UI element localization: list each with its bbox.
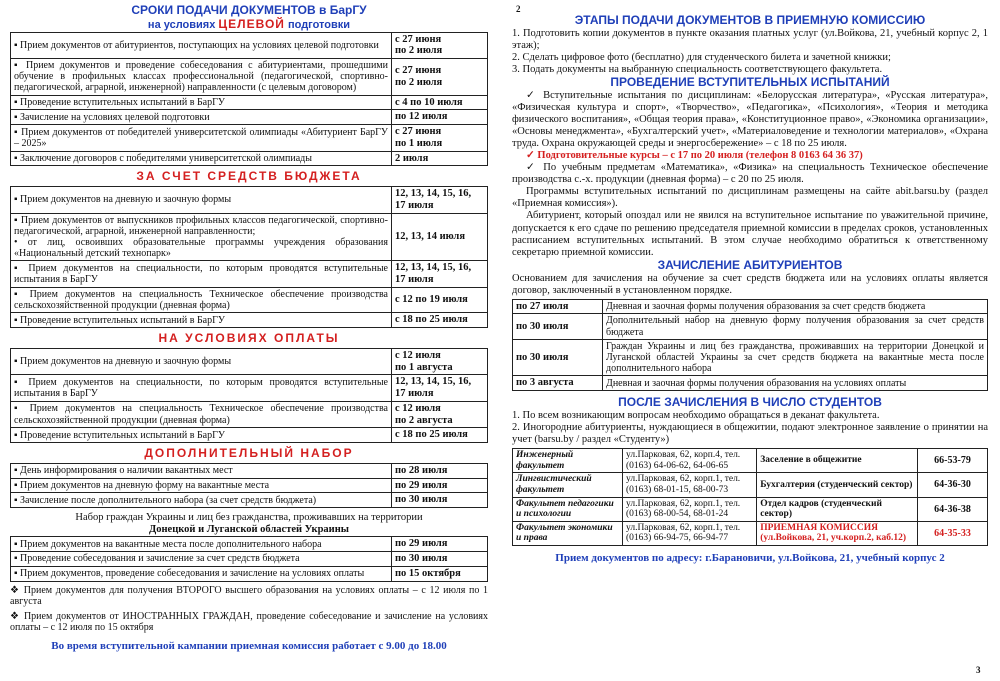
page-number-3: 3 — [976, 665, 981, 675]
table-row — [11, 59, 488, 96]
schedule-item: ▪ Заключение договоров с победителями университетской олимпиады — [11, 151, 392, 166]
schedule-item: ▪ День информирования о наличии вакантных мест — [11, 463, 392, 478]
table-row — [11, 95, 488, 110]
department-phone: 64-36-30 — [918, 473, 988, 497]
schedule-item: ▪ Прием документов на специальность Техническое обеспечение производства сельскохозяйственной продукции (дневная форма) — [11, 287, 392, 312]
enroll-text: Дневная и заочная формы получения образования на условиях оплаты — [603, 376, 988, 391]
faculty-address: ул.Парковая, 62, корп.1, тел. (0163) 68-01-15, 68-00-73 — [623, 473, 757, 497]
note-second-degree: ❖ Прием документов для получения ВТОРОГО высшего образования на условиях оплаты – с 12 июля по 1 августа — [10, 584, 488, 608]
schedule-date: 2 июля — [392, 151, 488, 166]
schedule-item: ▪ Прием документов от выпускников профильных классов педагогической, спортивно-педагогической, аграрной, инженерной направленности; • от лиц, освоивших образовательные программы учреждения образования «Национальный детский технопарк» — [11, 213, 392, 261]
table-row — [11, 537, 488, 552]
table-row — [513, 521, 988, 545]
schedule-item: ▪ Зачисление после дополнительного набора (за счет средств бюджета) — [11, 493, 392, 508]
budget-table — [10, 186, 488, 328]
schedule-item: ▪ Прием документов на специальность Техническое обеспечение производства сельскохозяйственной продукции (дневная форма) — [11, 401, 392, 428]
enroll-title: ЗАЧИСЛЕНИЕ АБИТУРИЕНТОВ — [657, 257, 843, 272]
enroll-table — [512, 299, 988, 391]
schedule-date: по 30 июля — [392, 493, 488, 508]
faculty-address: ул.Парковая, 62, корп.1, тел. (0163) 68-00-54, 68-01-24 — [623, 497, 757, 521]
programs-text: Программы вступительных испытаний по дисциплинам размещены на сайте abit.barsu.by (раздел «Приемная комиссия»). — [512, 186, 988, 210]
table-row — [11, 32, 488, 59]
department-phone: 66-53-79 — [918, 449, 988, 473]
table-row — [11, 287, 488, 312]
table-row — [513, 449, 988, 473]
address-line: Прием документов по адресу: г.Барановичи, ул.Войкова, 21, учебный корпус 2 — [555, 552, 945, 565]
faculties-table — [512, 448, 988, 546]
schedule-item: ▪ Прием документов на специальности, по которым проводятся вступительные испытания в БарГУ — [11, 261, 392, 288]
faculty-name: Инженерный факультет — [513, 449, 623, 473]
faculty-address: ул.Парковая, 62, корп.4, тел. (0163) 64-06-62, 64-06-65 — [623, 449, 757, 473]
schedule-item: ▪ Прием документов на вакантные места после дополнительного набора — [11, 537, 392, 552]
table-row — [11, 213, 488, 261]
department: Заселение в общежитие — [757, 449, 918, 473]
table-row — [513, 473, 988, 497]
faculty-name: Факультет экономики и права — [513, 521, 623, 545]
extra-table — [10, 463, 488, 508]
stage-1: 1. Подготовить копии документов в пункте оказания платных услуг (ул.Войкова, 21, учебный корпус 2, 1 этаж); — [512, 27, 988, 51]
table-row — [11, 428, 488, 443]
schedule-item: ▪ Прием документов и проведение собеседования с абитуриентами, прошедшими обучение в профильных классах профессиональной (педагогической, спортивно-педагогической, аграрной, инженерной) направленности (с целевым договором) — [11, 59, 392, 96]
schedule-item: ▪ Прием документов на дневную форму на вакантные места — [11, 478, 392, 493]
table-row — [11, 125, 488, 152]
subtitle-prefix: на условиях — [147, 18, 219, 31]
left-subtitle — [10, 18, 488, 32]
table-row — [513, 314, 988, 339]
ukraine-title-1: Набор граждан Украины и лиц без гражданства, проживавших на территории — [75, 512, 423, 524]
note-foreigners: ❖ Прием документов от ИНОСТРАННЫХ ГРАЖДАН, проведение собеседование и зачисление на условиях оплаты – с 12 июля по 15 октября — [10, 610, 488, 634]
schedule-date: с 12 по 19 июля — [392, 287, 488, 312]
stage-2: 2. Сделать цифровое фото (бесплатно) для студенческого билета и зачетной книжки; — [512, 51, 891, 63]
schedule-item: ▪ Прием документов на дневную и заочную формы — [11, 187, 392, 214]
schedule-item: ▪ Проведение вступительных испытаний в БарГУ — [11, 313, 392, 328]
extra-title: ДОПОЛНИТЕЛЬНЫЙ НАБОР — [144, 446, 354, 461]
after-title: ПОСЛЕ ЗАЧИСЛЕНИЯ В ЧИСЛО СТУДЕНТОВ — [618, 395, 882, 410]
schedule-date: с 27 июня по 1 июля — [392, 125, 488, 152]
paid-table — [10, 348, 488, 443]
schedule-item: ▪ Прием документов от победителей университетской олимпиады «Абитуриент БарГУ – 2025» — [11, 125, 392, 152]
schedule-item: ▪ Прием документов от абитуриентов, поступающих на условиях целевой подготовки — [11, 32, 392, 59]
table-row — [513, 497, 988, 521]
budget-title: ЗА СЧЕТ СРЕДСТВ БЮДЖЕТА — [136, 169, 362, 184]
schedule-item: ▪ Проведение вступительных испытаний в БарГУ — [11, 428, 392, 443]
enroll-intro: Основанием для зачисления на обучение за счет средств бюджета или на условиях оплаты является договор, заключенный в установленном порядке. — [512, 272, 988, 296]
schedule-item: ▪ Прием документов на специальности, по которым проводятся вступительные испытания в БарГУ — [11, 375, 392, 402]
table-row — [11, 261, 488, 288]
table-row — [11, 151, 488, 166]
faculty-address: ул.Парковая, 62, корп.1, тел. (0163) 66-94-75, 66-94-77 — [623, 521, 757, 545]
subtitle-suffix: подготовки — [284, 18, 351, 31]
math-physics-text: ✓ По учебным предметам «Математика», «Физика» на специальность Техническое обеспечение производства с.-х. продукции (дневная форма) – с 20 по 25 июля. — [512, 162, 988, 186]
faculty-name: Лингвистический факультет — [513, 473, 623, 497]
prep-courses: ✓ Подготовительные курсы – с 17 по 20 июля (телефон 8 0163 64 36 37) — [526, 150, 863, 162]
schedule-date: по 15 октября — [392, 566, 488, 581]
after-1: 1. По всем возникающим вопросам необходимо обращаться в деканат факультета. — [512, 409, 880, 421]
schedule-date: по 12 июля — [392, 110, 488, 125]
table-row — [513, 339, 988, 376]
table-row — [513, 376, 988, 391]
late-applicant-text: Абитуриент, который опоздал или не явился на вступительное испытание по уважительной причине, допускается к его сдаче по решению председателя приемной комиссии в пределах сроков, установленных расписанием вступительных испытаний. В этом случае необходимо обратиться к ответственному секретарю приемной комиссии. — [512, 210, 988, 258]
schedule-date: с 12 июля по 1 августа — [392, 348, 488, 375]
department: ПРИЕМНАЯ КОМИССИЯ (ул.Войкова, 21, уч.корп.2, каб.12) — [757, 521, 918, 545]
table-row — [11, 566, 488, 581]
department: Отдел кадров (студенческий сектор) — [757, 497, 918, 521]
exams-title: ПРОВЕДЕНИЕ ВСТУПИТЕЛЬНЫХ ИСПЫТАНИЙ — [610, 75, 890, 90]
table-row — [11, 110, 488, 125]
enroll-text: Дополнительный набор на дневную форму получения образования за счет средств бюджета — [603, 314, 988, 339]
schedule-item: ▪ Прием документов на дневную и заочную формы — [11, 348, 392, 375]
table-row — [11, 478, 488, 493]
department-phone: 64-35-33 — [918, 521, 988, 545]
enroll-date: по 30 июля — [513, 314, 603, 339]
schedule-date: по 29 июля — [392, 537, 488, 552]
schedule-date: с 12 июля по 2 августа — [392, 401, 488, 428]
table-row — [11, 552, 488, 567]
ukraine-title-2: Донецкой и Луганской областей Украины — [149, 524, 349, 536]
table-row — [11, 313, 488, 328]
enroll-date: по 27 июля — [513, 299, 603, 314]
subtitle-red: ЦЕЛЕВОЙ — [218, 16, 285, 31]
schedule-date: с 27 июня по 2 июля — [392, 59, 488, 96]
table-row — [11, 493, 488, 508]
schedule-date: 12, 13, 14, 15, 16, 17 июля — [392, 261, 488, 288]
enroll-date: по 3 августа — [513, 376, 603, 391]
page-number-2: 2 — [516, 4, 521, 14]
exams-text: ✓ Вступительные испытания по дисциплинам: «Белорусская литература», «Русская литература», «Физическая культура и спорт», «Творчество», «Педагогика», «Психология», «Теория и методика физического воспитания», «Общая теория права», «Конституционное право», «Экономика организации», «Основы менеджмента», «Бухгалтерский учет», «Материаловедение и технологии материалов», «Охрана труда. Охрана окружающей среды и энергосбережение» – с 18 по 25 июля. — [512, 89, 988, 150]
table-row — [11, 401, 488, 428]
working-hours: Во время вступительной кампании приемная комиссия работает с 9.00 до 18.00 — [51, 639, 447, 652]
schedule-date: с 18 по 25 июля — [392, 428, 488, 443]
schedule-date: с 18 по 25 июля — [392, 313, 488, 328]
enroll-text: Граждан Украины и лиц без гражданства, проживавших на территории Донецкой и Луганской областей Украины за счет средств бюджета на вакантные места после дополнительного набора — [603, 339, 988, 376]
table-row — [513, 299, 988, 314]
stages-title: ЭТАПЫ ПОДАЧИ ДОКУМЕНТОВ В ПРИЕМНУЮ КОМИССИЮ — [574, 13, 926, 27]
ukraine-table — [10, 536, 488, 581]
schedule-item: ▪ Прием документов, проведение собеседования и зачисление на условиях оплаты — [11, 566, 392, 581]
schedule-date: по 29 июля — [392, 478, 488, 493]
table-row — [11, 187, 488, 214]
schedule-date: 12, 13, 14, 15, 16, 17 июля — [392, 187, 488, 214]
schedule-item: ▪ Проведение собеседования и зачисление за счет средств бюджета — [11, 552, 392, 567]
schedule-item: ▪ Зачисление на условиях целевой подготовки — [11, 110, 392, 125]
schedule-date: 12, 13, 14, 15, 16, 17 июля — [392, 375, 488, 402]
schedule-date: 12, 13, 14 июля — [392, 213, 488, 261]
schedule-date: с 27 июня по 2 июля — [392, 32, 488, 59]
schedule-date: с 4 по 10 июля — [392, 95, 488, 110]
table-row — [11, 463, 488, 478]
table-row — [11, 348, 488, 375]
faculty-name: Факультет педагогики и психологии — [513, 497, 623, 521]
after-2: 2. Иногородние абитуриенты, нуждающиеся в общежитии, подают электронное заявление о принятии на учет (barsu.by / раздел «Студенту») — [512, 421, 988, 445]
schedule-date: по 30 июля — [392, 552, 488, 567]
paid-title: НА УСЛОВИЯХ ОПЛАТЫ — [158, 331, 340, 346]
left-title: СРОКИ ПОДАЧИ ДОКУМЕНТОВ в БарГУ — [131, 3, 367, 17]
schedule-date: по 28 июля — [392, 463, 488, 478]
department: Бухгалтерия (студенческий сектор) — [757, 473, 918, 497]
table-row — [11, 375, 488, 402]
enroll-date: по 30 июля — [513, 339, 603, 376]
schedule-item: ▪ Проведение вступительных испытаний в БарГУ — [11, 95, 392, 110]
right-page — [500, 0, 1000, 681]
enroll-text: Дневная и заочная формы получения образования за счет средств бюджета — [603, 299, 988, 314]
department-phone: 64-36-38 — [918, 497, 988, 521]
stage-3: 3. Подать документы на выбранную специальность соответствующего факультета. — [512, 63, 883, 75]
target-table — [10, 32, 488, 167]
